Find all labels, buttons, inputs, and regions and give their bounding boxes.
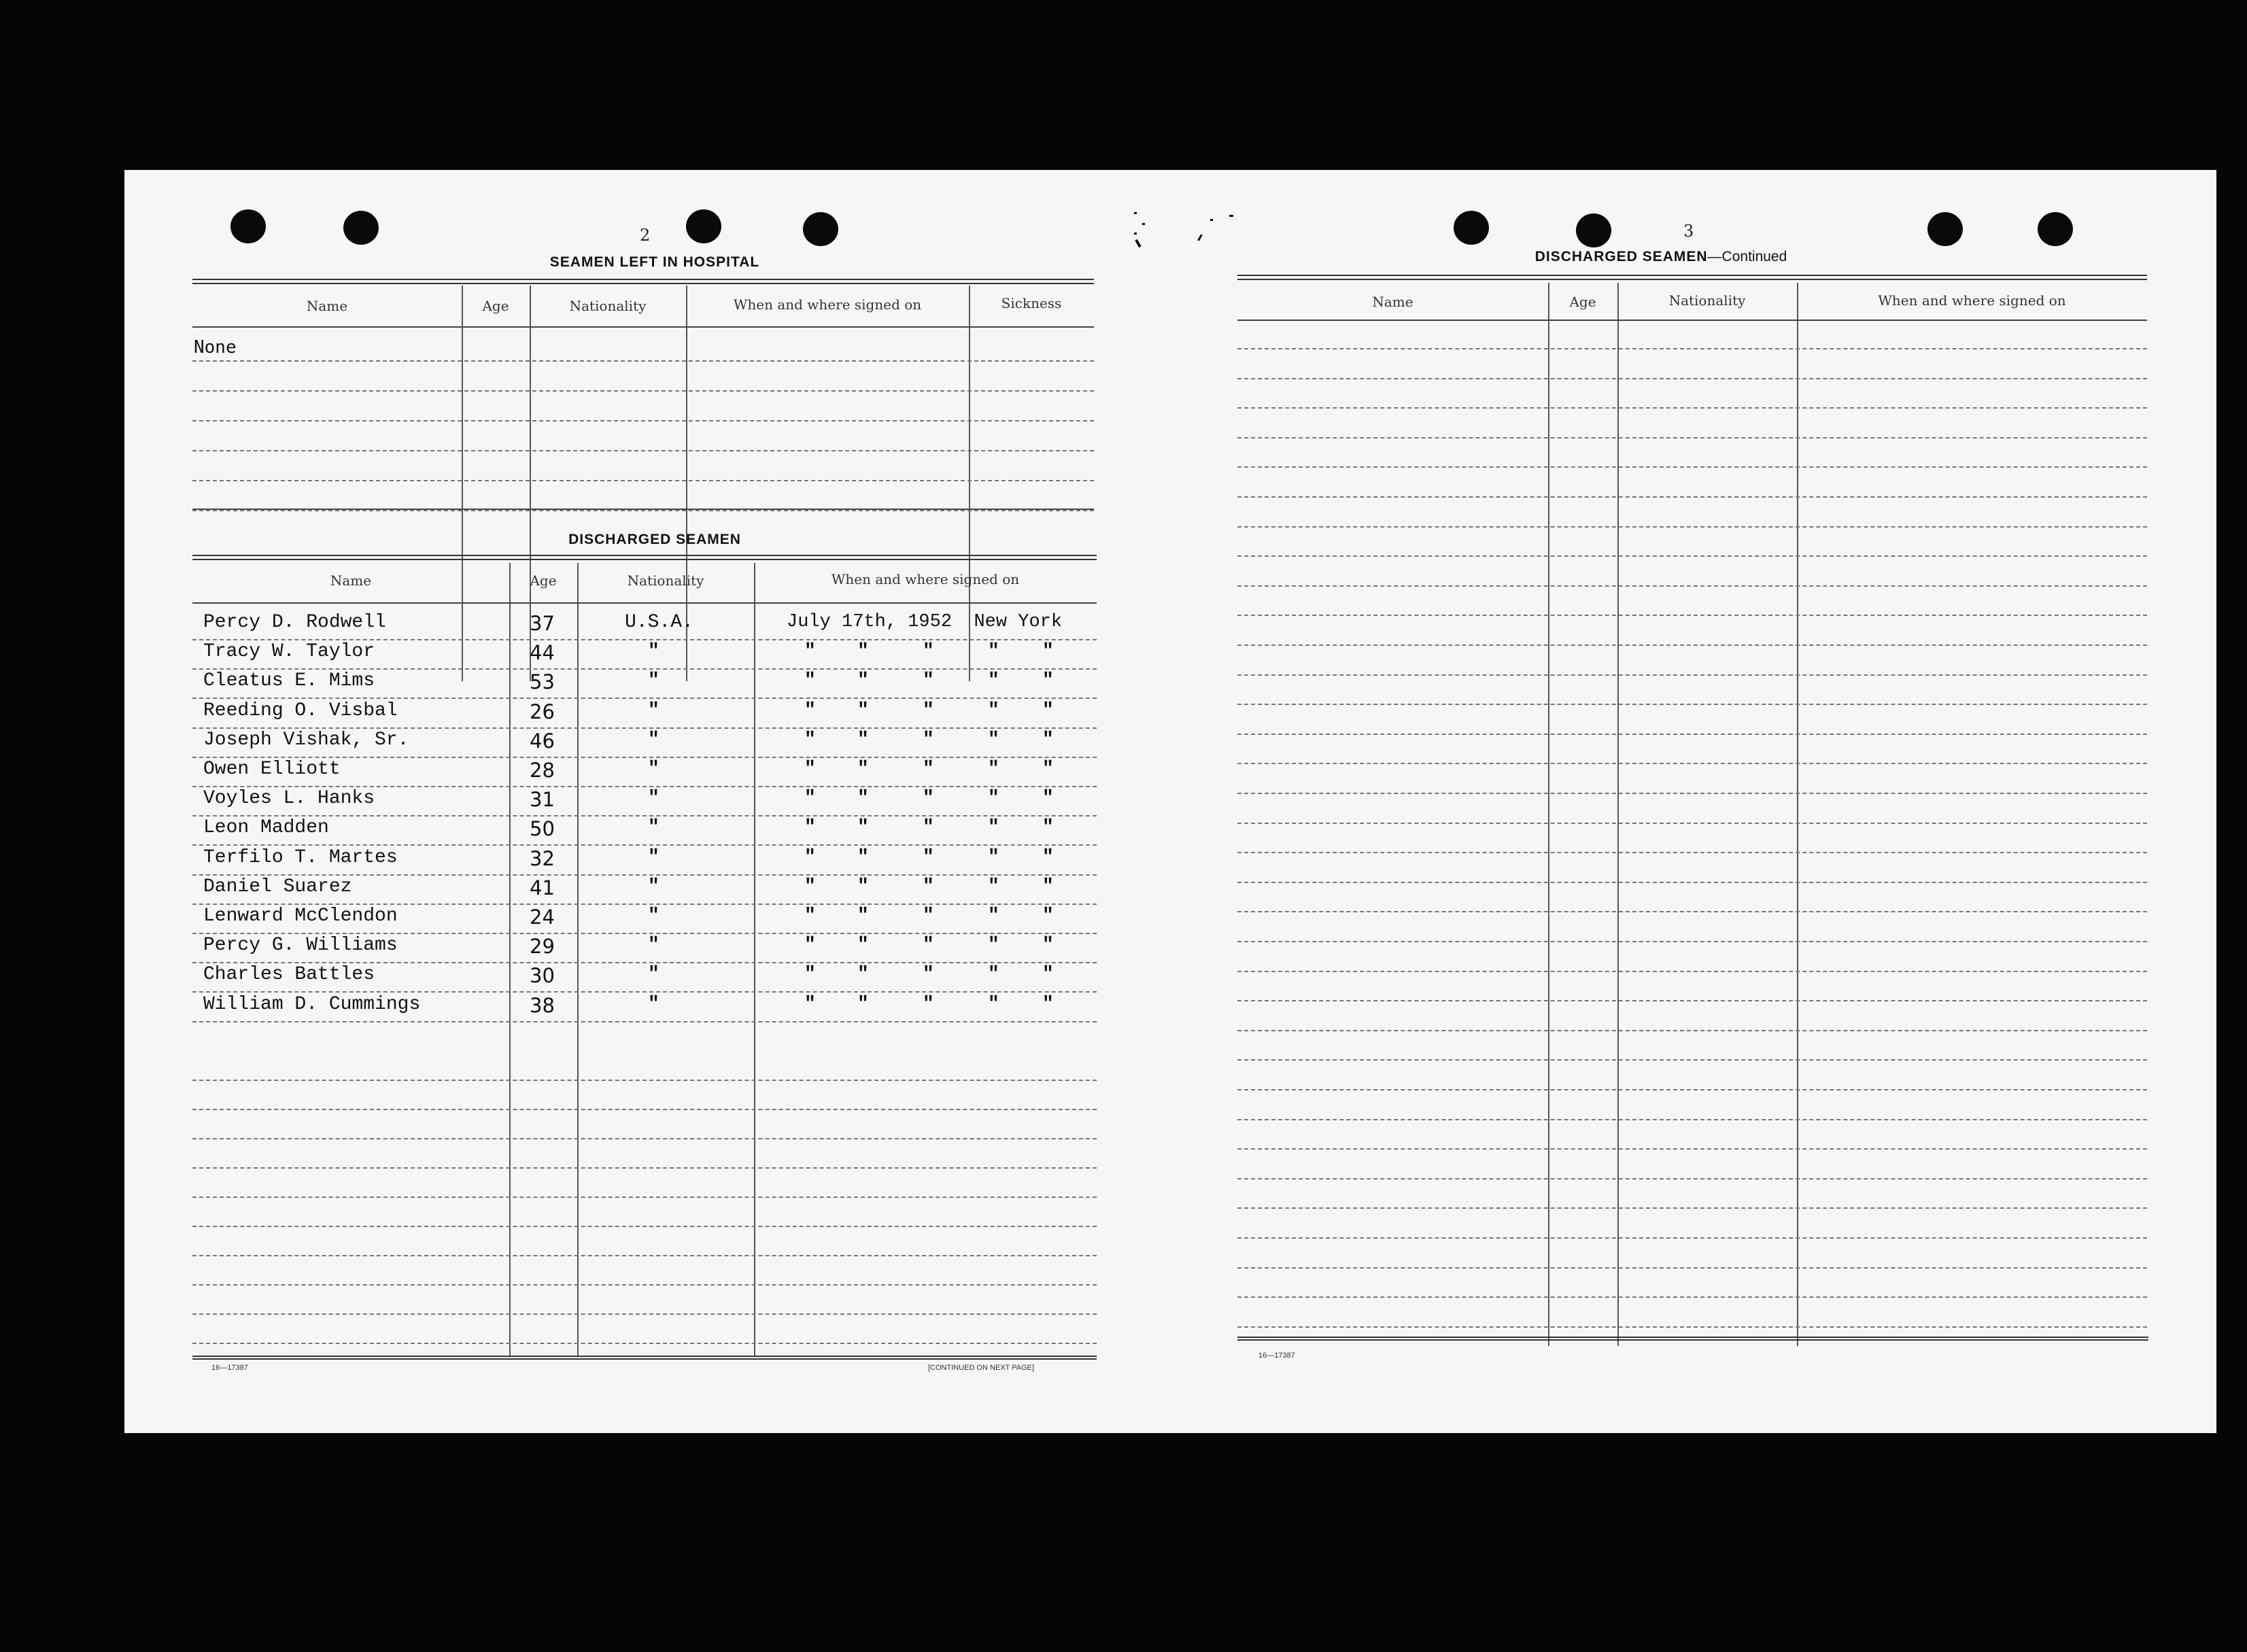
hospital-col-sickness: Sickness xyxy=(1001,295,1062,311)
punch-hole xyxy=(803,212,838,246)
row-rule xyxy=(192,727,1097,729)
ditto-mark: " xyxy=(804,846,816,868)
row-rule xyxy=(1237,585,2147,587)
row-rule xyxy=(192,1197,1097,1198)
binding-mark xyxy=(1210,219,1213,221)
row-rule xyxy=(192,786,1097,787)
ditto-mark: " xyxy=(1042,817,1054,839)
ditto-mark: " xyxy=(923,993,934,1015)
seaman-nationality: " xyxy=(648,788,659,810)
ditto-mark: " xyxy=(923,964,934,986)
seaman-name: Percy D. Rodwell xyxy=(203,612,386,633)
ditto-mark: " xyxy=(1042,670,1054,692)
right-col-signed-on: When and where signed on xyxy=(1878,292,2066,309)
seaman-name: Owen Elliott xyxy=(203,759,341,780)
binding-mark xyxy=(1134,212,1137,214)
title-main: DISCHARGED SEAMEN xyxy=(1534,249,1708,264)
row-rule xyxy=(192,1313,1097,1315)
seaman-name: Charles Battles xyxy=(203,964,375,986)
row-rule xyxy=(1237,1059,2147,1061)
ditto-mark: " xyxy=(923,846,934,868)
row-rule xyxy=(1237,555,2147,557)
ditto-mark: " xyxy=(804,935,816,957)
row-rule xyxy=(1237,496,2147,498)
row-rule xyxy=(192,1226,1097,1227)
ditto-mark: " xyxy=(923,670,934,692)
ditto-mark: " xyxy=(857,700,869,721)
row-rule xyxy=(192,933,1097,934)
ditto-mark: " xyxy=(988,670,999,692)
ditto-mark: " xyxy=(923,817,934,839)
row-rule xyxy=(1237,1207,2147,1209)
seaman-name: Tracy W. Taylor xyxy=(203,641,375,663)
punch-hole xyxy=(1927,212,1963,246)
discharged-col-name: Name xyxy=(330,572,372,589)
hospital-entry: None xyxy=(194,337,237,358)
row-rule xyxy=(1237,734,2147,735)
hospital-col-name: Name xyxy=(306,298,348,314)
seaman-name: William D. Cummings xyxy=(203,993,421,1015)
seaman-nationality: " xyxy=(648,906,659,927)
row-rule xyxy=(1237,1119,2147,1120)
ditto-mark: " xyxy=(923,700,934,721)
hospital-col-signed-on: When and where signed on xyxy=(733,296,922,313)
row-rule xyxy=(192,844,1097,846)
right-col-name: Name xyxy=(1372,294,1413,310)
seaman-name: Percy G. Williams xyxy=(203,935,398,957)
seaman-age: 41 xyxy=(530,876,555,899)
row-rule xyxy=(1237,1000,2147,1001)
ditto-mark: " xyxy=(1042,788,1054,810)
page-number: 3 xyxy=(1683,222,1694,241)
row-rule xyxy=(1237,1178,2147,1180)
hospital-section-title: SEAMEN LEFT IN HOSPITAL xyxy=(549,254,760,270)
ditto-mark: " xyxy=(1042,935,1054,957)
ditto-mark: " xyxy=(923,729,934,751)
seaman-nationality: " xyxy=(648,641,659,663)
row-rule xyxy=(1237,1296,2147,1298)
row-rule xyxy=(1237,644,2147,646)
row-rule xyxy=(192,1080,1097,1081)
seaman-age: 26 xyxy=(530,700,555,723)
row-rule xyxy=(1237,1148,2147,1150)
row-rule xyxy=(1237,911,2147,912)
ditto-mark: " xyxy=(988,759,999,780)
row-rule xyxy=(1237,407,2147,409)
row-rule xyxy=(1237,1237,2147,1239)
form-number: 16—17387 xyxy=(211,1364,248,1372)
right-top-rule xyxy=(1237,275,2147,280)
ditto-mark: " xyxy=(923,935,934,957)
ditto-mark: " xyxy=(804,641,816,663)
row-rule xyxy=(1237,348,2147,349)
ditto-mark: " xyxy=(988,935,999,957)
punch-hole xyxy=(230,209,266,243)
ditto-mark: " xyxy=(1042,906,1054,927)
row-rule xyxy=(1237,823,2147,824)
seaman-name: Joseph Vishak, Sr. xyxy=(203,729,409,751)
ditto-mark: " xyxy=(988,641,999,663)
row-rule xyxy=(1237,378,2147,379)
row-rule xyxy=(192,1109,1097,1110)
ditto-mark: " xyxy=(804,906,816,927)
seaman-nationality: " xyxy=(648,846,659,868)
ditto-mark: " xyxy=(804,729,816,751)
ditto-mark: " xyxy=(804,670,816,692)
ditto-mark: " xyxy=(804,759,816,780)
punch-hole xyxy=(686,209,721,243)
seaman-age: 31 xyxy=(530,788,555,812)
row-rule xyxy=(1237,1267,2147,1269)
seaman-age: 24 xyxy=(530,906,555,929)
seaman-name: Daniel Suarez xyxy=(203,876,352,897)
seaman-age: 38 xyxy=(530,993,555,1017)
ditto-mark: " xyxy=(923,876,934,897)
row-rule xyxy=(192,1167,1097,1169)
binding-mark xyxy=(1197,234,1203,241)
row-rule xyxy=(192,815,1097,816)
row-rule xyxy=(1237,1089,2147,1090)
seaman-age: 32 xyxy=(530,846,555,870)
ditto-mark: " xyxy=(988,964,999,986)
row-rule xyxy=(1237,852,2147,853)
binding-mark xyxy=(1134,233,1137,235)
seaman-name: Voyles L. Hanks xyxy=(203,788,375,810)
ditto-mark: " xyxy=(988,729,999,751)
seaman-nationality: " xyxy=(648,700,659,721)
discharged-top-rule xyxy=(192,555,1097,560)
discharged-continued-title xyxy=(1457,249,1865,265)
seaman-age: 28 xyxy=(530,759,555,782)
ditto-mark: " xyxy=(857,817,869,839)
ditto-mark: " xyxy=(857,964,869,986)
title-suffix: —Continued xyxy=(1707,249,1787,264)
ditto-mark: " xyxy=(923,759,934,780)
ditto-mark: " xyxy=(1042,876,1054,897)
ditto-mark: " xyxy=(857,993,869,1015)
discharged-col-nationality: Nationality xyxy=(627,572,704,589)
seaman-name: Reeding O. Visbal xyxy=(203,700,398,721)
row-rule xyxy=(1237,793,2147,794)
ditto-mark: " xyxy=(857,935,869,957)
page-number: 2 xyxy=(640,226,651,245)
ditto-mark: " xyxy=(988,700,999,721)
row-rule xyxy=(192,639,1097,640)
row-rule xyxy=(1237,526,2147,528)
seaman-nationality: U.S.A. xyxy=(625,612,693,633)
seaman-nationality: " xyxy=(648,817,659,839)
hospital-col-age: Age xyxy=(482,298,509,314)
ditto-mark: " xyxy=(804,993,816,1015)
row-rule xyxy=(192,1284,1097,1286)
ditto-mark: " xyxy=(857,846,869,868)
discharged-section-title: DISCHARGED SEAMEN xyxy=(568,532,741,547)
seaman-age: 29 xyxy=(530,935,555,959)
ditto-mark: " xyxy=(857,641,869,663)
ditto-mark: " xyxy=(1042,759,1054,780)
ditto-mark: " xyxy=(988,876,999,897)
ditto-mark: " xyxy=(1042,641,1054,663)
continued-note: [CONTINUED ON NEXT PAGE] xyxy=(928,1364,1035,1372)
ditto-mark: " xyxy=(804,876,816,897)
seaman-nationality: " xyxy=(648,876,659,897)
ditto-mark: " xyxy=(857,788,869,810)
ditto-mark: " xyxy=(988,906,999,927)
ditto-mark: " xyxy=(804,964,816,986)
punch-hole xyxy=(1454,211,1489,245)
discharged-col-age: Age xyxy=(530,572,557,589)
ditto-mark: " xyxy=(988,993,999,1015)
ditto-mark: " xyxy=(1042,846,1054,868)
row-rule xyxy=(192,991,1097,993)
right-col-age: Age xyxy=(1569,294,1596,310)
row-rule xyxy=(192,668,1097,670)
ditto-mark: " xyxy=(804,788,816,810)
ditto-mark: " xyxy=(857,729,869,751)
seaman-nationality: " xyxy=(648,935,659,957)
row-rule xyxy=(192,904,1097,905)
ditto-mark: " xyxy=(857,906,869,927)
seaman-nationality: " xyxy=(648,759,659,780)
row-rule xyxy=(1237,941,2147,942)
binding-mark xyxy=(1229,215,1233,217)
document-sheet xyxy=(124,170,2216,1433)
row-rule xyxy=(1237,1326,2147,1328)
seaman-name: Lenward McClendon xyxy=(203,906,398,927)
row-rule xyxy=(1237,763,2147,764)
row-rule xyxy=(1237,1030,2147,1031)
ditto-mark: " xyxy=(804,700,816,721)
seaman-age: 30 xyxy=(530,964,555,988)
seaman-name: Terfilo T. Martes xyxy=(203,846,398,868)
row-rule xyxy=(1237,971,2147,972)
binding-mark xyxy=(1142,223,1145,225)
row-rule xyxy=(192,698,1097,699)
ditto-mark: " xyxy=(988,846,999,868)
row-rule xyxy=(1237,615,2147,616)
seaman-name: Leon Madden xyxy=(203,817,329,839)
row-rule xyxy=(192,962,1097,963)
seaman-age: 44 xyxy=(530,641,555,665)
ditto-mark: " xyxy=(923,906,934,927)
seaman-nationality: " xyxy=(648,993,659,1015)
ditto-mark: " xyxy=(1042,700,1054,721)
row-rule xyxy=(192,1255,1097,1256)
ditto-mark: " xyxy=(923,788,934,810)
ditto-mark: " xyxy=(1042,964,1054,986)
row-rule xyxy=(1237,437,2147,438)
discharged-col-signed-on: When and where signed on xyxy=(831,571,1020,587)
right-bottom-rule xyxy=(1237,1337,2148,1341)
ditto-mark: " xyxy=(1042,993,1054,1015)
seaman-name: Cleatus E. Mims xyxy=(203,670,375,692)
row-rule xyxy=(1237,466,2147,468)
punch-hole xyxy=(343,211,379,245)
ditto-mark: " xyxy=(923,641,934,663)
right-col-nationality: Nationality xyxy=(1668,292,1746,309)
seaman-age: 37 xyxy=(530,612,555,635)
punch-hole xyxy=(2038,212,2073,246)
seaman-nationality: " xyxy=(648,964,659,986)
row-rule xyxy=(192,1021,1097,1022)
row-rule xyxy=(192,757,1097,758)
seaman-nationality: " xyxy=(648,729,659,751)
ditto-mark: " xyxy=(857,670,869,692)
ditto-mark: " xyxy=(857,876,869,897)
hospital-col-nationality: Nationality xyxy=(569,298,647,314)
row-rule xyxy=(192,874,1097,876)
seaman-signed-on: July 17th, 1952 New York xyxy=(787,612,1063,632)
row-rule xyxy=(1237,882,2147,883)
seaman-age: 46 xyxy=(530,729,555,753)
row-rule xyxy=(1237,674,2147,676)
seaman-nationality: " xyxy=(648,670,659,692)
hospital-top-rule xyxy=(192,279,1094,284)
binding-mark xyxy=(1135,239,1141,247)
ditto-mark: " xyxy=(857,759,869,780)
row-rule xyxy=(192,1343,1097,1344)
ditto-mark: " xyxy=(1042,729,1054,751)
ditto-mark: " xyxy=(804,817,816,839)
row-rule xyxy=(1237,704,2147,705)
ditto-mark: " xyxy=(988,817,999,839)
seaman-age: 53 xyxy=(530,670,555,694)
row-rule xyxy=(192,1138,1097,1139)
form-number: 16—17387 xyxy=(1258,1352,1295,1360)
seaman-age: 50 xyxy=(530,817,555,841)
punch-hole xyxy=(1576,213,1611,247)
ditto-mark: " xyxy=(988,788,999,810)
discharged-bottom-rule xyxy=(192,1356,1097,1360)
